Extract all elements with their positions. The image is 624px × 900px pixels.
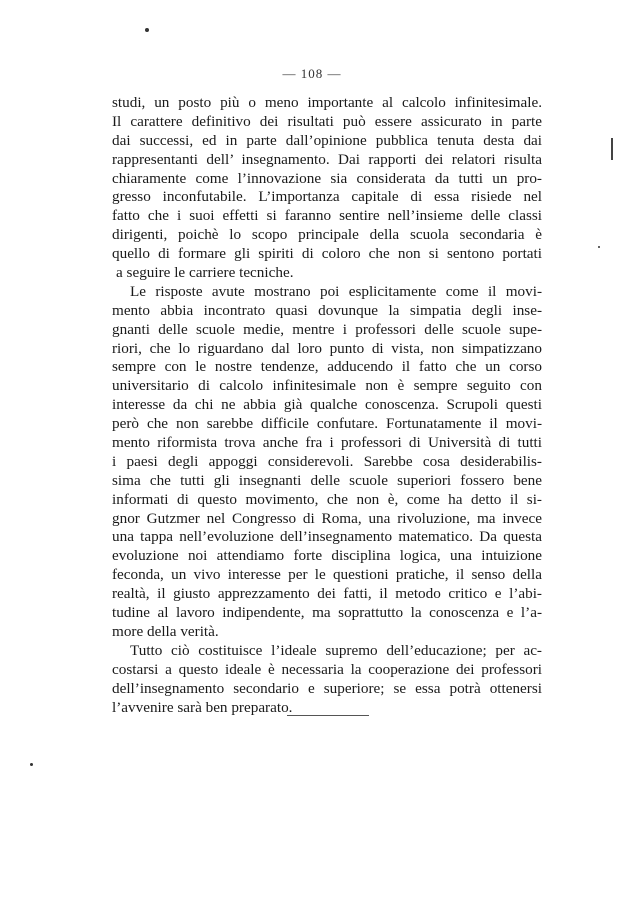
text-line: more della verità. (112, 622, 219, 640)
text-line: quello di formare gli spiriti di coloro che non si sentono portati (112, 245, 542, 263)
text-line: gresso inconfutabile. L’importanza capitale di essa risiede nel (112, 188, 542, 206)
text-line: dirigenti, poichè lo scopo principale della scuola secondaria è (112, 226, 542, 244)
end-rule (287, 715, 369, 716)
page-number: — 108 — (282, 66, 342, 81)
text-line: tudine al lavoro indipendente, ma soprattutto la conoscenza e l’a- (112, 604, 542, 622)
text-line: studi, un posto più o meno importante al calcolo infinitesimale. (112, 94, 542, 111)
text-line: gnor Gutzmer nel Congresso di Roma, una rivoluzione, ma invece (112, 509, 542, 527)
text-line: chiaramente come l’innovazione sia considerata da tutti un pro- (112, 169, 542, 187)
text-line: universitario di calcolo infinitesimale non è sempre seguito con (112, 377, 542, 395)
text-line: rappresentanti dell’ insegnamento. Dai rapporti dei relatori risulta (112, 150, 542, 168)
paragraph (112, 94, 542, 283)
text-line: Tutto ciò costituisce l’ideale supremo dell’educazione; per ac- (130, 641, 542, 659)
paragraph (112, 642, 542, 718)
text-line: costarsi a questo ideale è necessaria la cooperazione dei professori (112, 660, 542, 678)
text-line: Il carattere definitivo dei risultati può essere assicurato in parte (112, 112, 542, 130)
text-line: interesse da chi ne abbia già qualche conoscenza. Scrupoli questi (112, 396, 542, 414)
text-line: feconda, un vivo interesse per le questioni pratiche, il senso della (112, 566, 542, 584)
text-line: evoluzione noi attendiamo forte disciplina logica, una intuizione (112, 547, 542, 565)
text-line: mento riformista trova anche fra i professori di Università di tutti (112, 434, 542, 452)
text-line: fatto che i suoi effetti si faranno sentire nell’insieme delle classi (112, 207, 542, 225)
text-line: l’avvenire sarà ben preparato. (112, 698, 293, 716)
text-line: dell’insegnamento secondario e superiore; se essa potrà ottenersi (112, 679, 542, 697)
text-line: mento abbia incontrato quasi dovunque la simpatia degli inse- (112, 301, 542, 319)
text-line: realtà, il giusto apprezzamento dei fatti, il metodo critico e l’abi- (112, 585, 542, 603)
text-line: gnanti delle scuole medie, mentre i professori delle scuole supe- (112, 320, 542, 338)
text-line: però che non sarebbe difficile confutare. Fortunatamente il movi- (112, 415, 542, 433)
margin-mark (611, 138, 613, 160)
text-line: riori, che lo riguardano dal loro punto di vista, non simpatizzano (112, 339, 542, 357)
text-line: una tappa nell’evoluzione dell’insegnamento matematico. Da questa (112, 528, 542, 546)
paragraph (112, 283, 542, 642)
text-line: sima che tutti gli insegnanti delle scuole superiori fossero bene (112, 471, 542, 489)
text-line: dai successi, ed in parte dall’opinione pubblica tenuta desta dai (112, 131, 542, 149)
text-line: Le risposte avute mostrano poi esplicitamente come il movi- (130, 282, 542, 300)
text-line: sempre con le nostre tendenze, adducendo il fatto che un corso (112, 358, 542, 376)
ink-speck (598, 246, 600, 248)
body-text (112, 94, 542, 717)
ink-speck (30, 763, 33, 766)
text-line: i paesi degli appoggi considerevoli. Sarebbe cosa desiderabilis- (112, 452, 542, 470)
text-line: a seguire le carriere tecniche. (116, 264, 294, 282)
ink-speck (145, 28, 149, 32)
text-line: informati di questo movimento, che non è, come ha detto il si- (112, 490, 542, 508)
